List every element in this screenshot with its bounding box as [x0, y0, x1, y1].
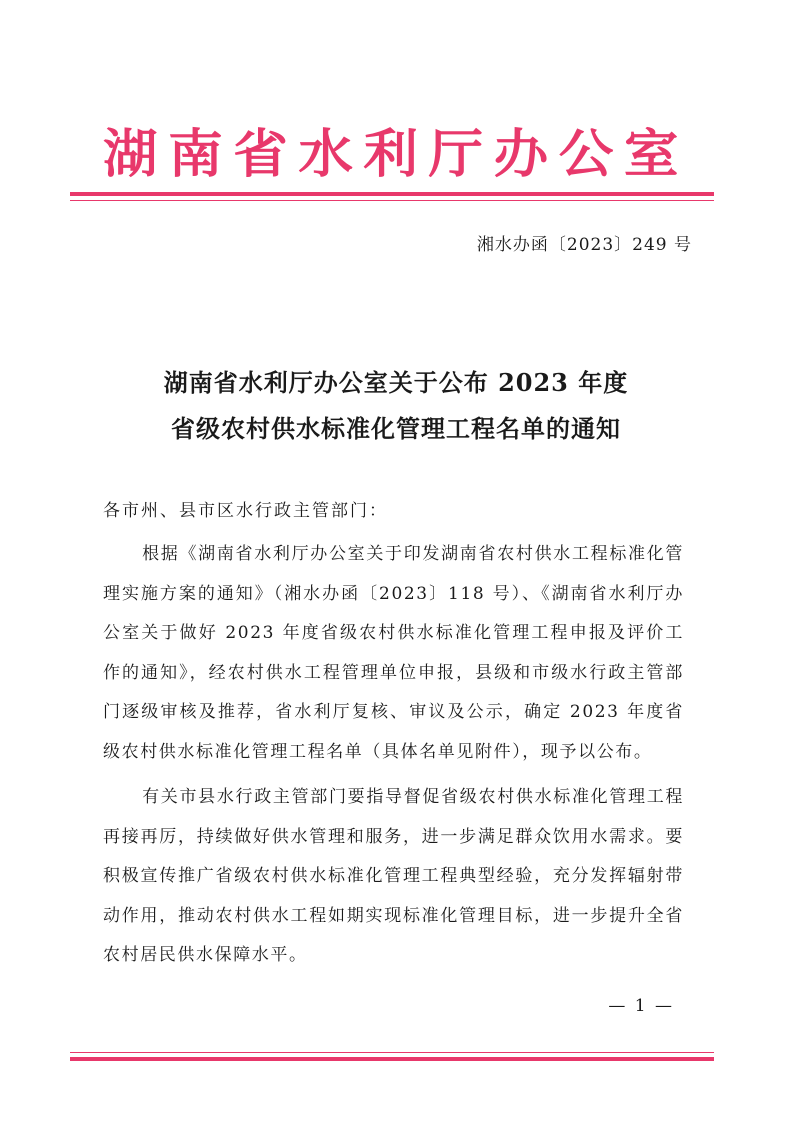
title-line-1: 湖南省水利厅办公室关于公布 2023 年度 — [163, 368, 629, 397]
letterhead-rule-thick — [70, 192, 714, 196]
issuer-letterhead: 湖南省水利厅办公室 — [103, 125, 689, 185]
page-number: — 1 — — [608, 996, 674, 1016]
footer-rule-thick — [70, 1057, 714, 1061]
document-number: 湘水办函〔2023〕249 号 — [476, 235, 692, 255]
body-text — [103, 535, 684, 976]
body-paragraph-2: 有关市县水行政主管部门要指导督促省级农村供水标准化管理工程再接再厉，持续做好供水管理和服务，进一步满足群众饮用水需求。要积极宣传推广省级农村供水标准化管理工程典型经验，充分发挥辐射带动作用，推动农村供水工程如期实现标准化管理目标，进一步提升全省农村居民供水保障水平。 — [103, 787, 684, 965]
document-title — [60, 360, 732, 452]
letterhead-rule-thin — [70, 200, 714, 201]
footer-rule-thin — [70, 1052, 714, 1053]
body-paragraph-1: 根据《湖南省水利厅办公室关于印发湖南省农村供水工程标准化管理实施方案的通知》（湘水办函〔2023〕118 号）、《湖南省水利厅办公室关于做好 2023 年度省级农村供水标准化管理工程申报及评价工作的通知》，经农村供水工程管理单位申报，县级和市级水行政主管部门逐级审核及推荐，省水利厅复核、审议及公示，确定 2023 年度省级农村供水标准化管理工程名单（具体名单见附件），现予以公布。 — [103, 544, 684, 762]
addressee: 各市州、县市区水行政主管部门： — [103, 501, 388, 521]
title-line-2: 省级农村供水标准化管理工程名单的通知 — [171, 414, 621, 443]
